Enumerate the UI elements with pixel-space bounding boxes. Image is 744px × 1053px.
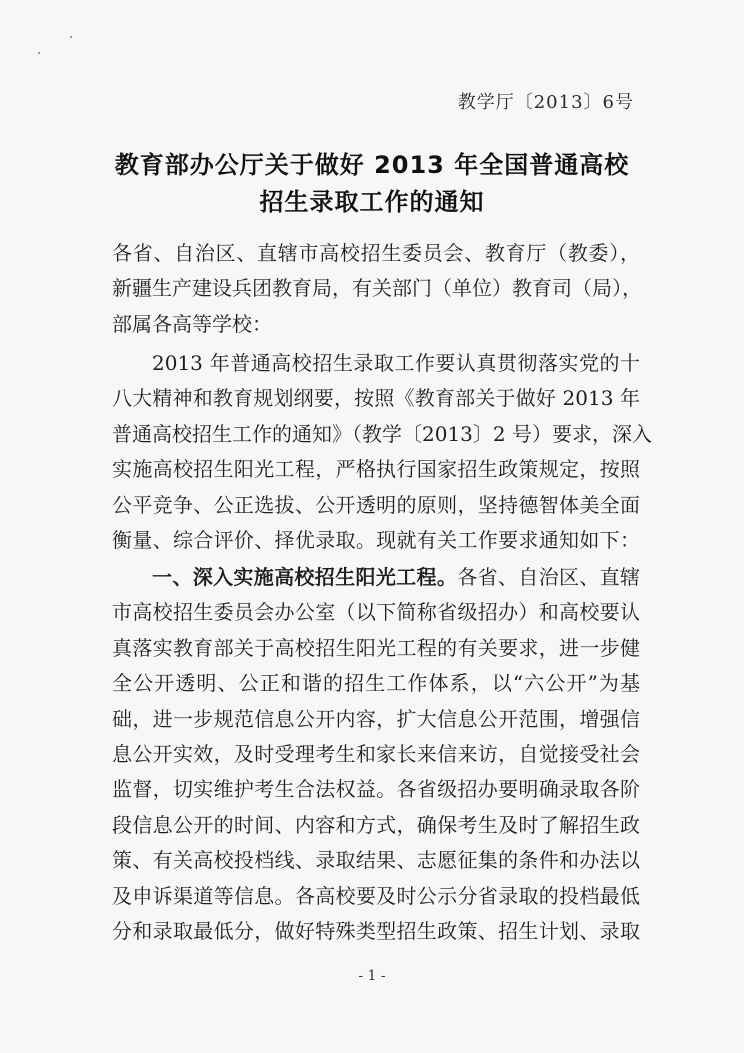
paragraph-line: 全公开透明、公正和谐的招生工作体系，以“六公开”为基	[112, 671, 640, 696]
paragraph-line: 真落实教育部关于高校招生阳光工程的有关要求，进一步健	[112, 635, 640, 660]
paragraph-line-fragment: 各省、自治区、直辖	[457, 565, 641, 589]
paragraph-line: 公平竞争、公正选拔、公开透明的原则，坚持德智体美全面	[112, 492, 640, 517]
section-1-first-line	[112, 560, 640, 595]
addressee-block	[112, 236, 640, 342]
document-number: 教学厅〔2013〕6号	[457, 92, 634, 113]
paragraph-line: 及申诉渠道等信息。各高校要及时公示分省录取的投档最低	[112, 883, 640, 908]
paragraph-line: 市高校招生委员会办公室（以下简称省级招办）和高校要认	[112, 600, 640, 625]
paragraph-line: 息公开实效，及时受理考生和家长来信来访，自觉接受社会	[112, 741, 640, 766]
paragraph-line: 普通高校招生工作的通知》（教学〔2013〕2 号）要求，深入	[112, 421, 652, 446]
page-number: - 1 -	[358, 968, 386, 984]
scan-speck	[38, 52, 40, 54]
section-1	[112, 560, 640, 949]
addressee-line: 各省、自治区、直辖市高校招生委员会、教育厅（教委），	[112, 241, 640, 265]
paragraph-line: 础，进一步规范信息公开内容，扩大信息公开范围，增强信	[112, 706, 640, 731]
scan-speck	[70, 36, 72, 38]
paragraph-line: 分和录取最低分，做好特殊类型招生政策、招生计划、录取	[112, 918, 640, 943]
paragraph-line: 监督，切实维护考生合法权益。各省级招办要明确录取各阶	[112, 777, 640, 802]
paragraph-line: 八大精神和教育规划纲要，按照《教育部关于做好 2013 年	[112, 386, 640, 411]
document-title-line-1: 教育部办公厅关于做好 2013 年全国普通高校	[114, 151, 630, 179]
paragraph-line: 衡量、综合评价、择优录取。现就有关工作要求通知如下：	[112, 527, 640, 552]
addressee-line: 新疆生产建设兵团教育局，有关部门（单位）教育司（局），	[112, 276, 642, 301]
paragraph-line: 实施高校招生阳光工程，严格执行国家招生政策规定，按照	[112, 457, 640, 482]
paragraph-line: 策、有关高校投档线、录取结果、志愿征集的条件和办法以	[112, 848, 640, 873]
paragraph-intro	[112, 346, 652, 558]
paragraph-line: 2013 年普通高校招生录取工作要认真贯彻落实党的十	[152, 351, 640, 375]
document-title-line-2: 招生录取工作的通知	[259, 188, 485, 216]
section-1-heading: 一、深入实施高校招生阳光工程。	[152, 565, 458, 589]
addressee-line: 部属各高等学校：	[112, 311, 272, 336]
paragraph-line: 段信息公开的时间、内容和方式，确保考生及时了解招生政	[112, 812, 640, 837]
